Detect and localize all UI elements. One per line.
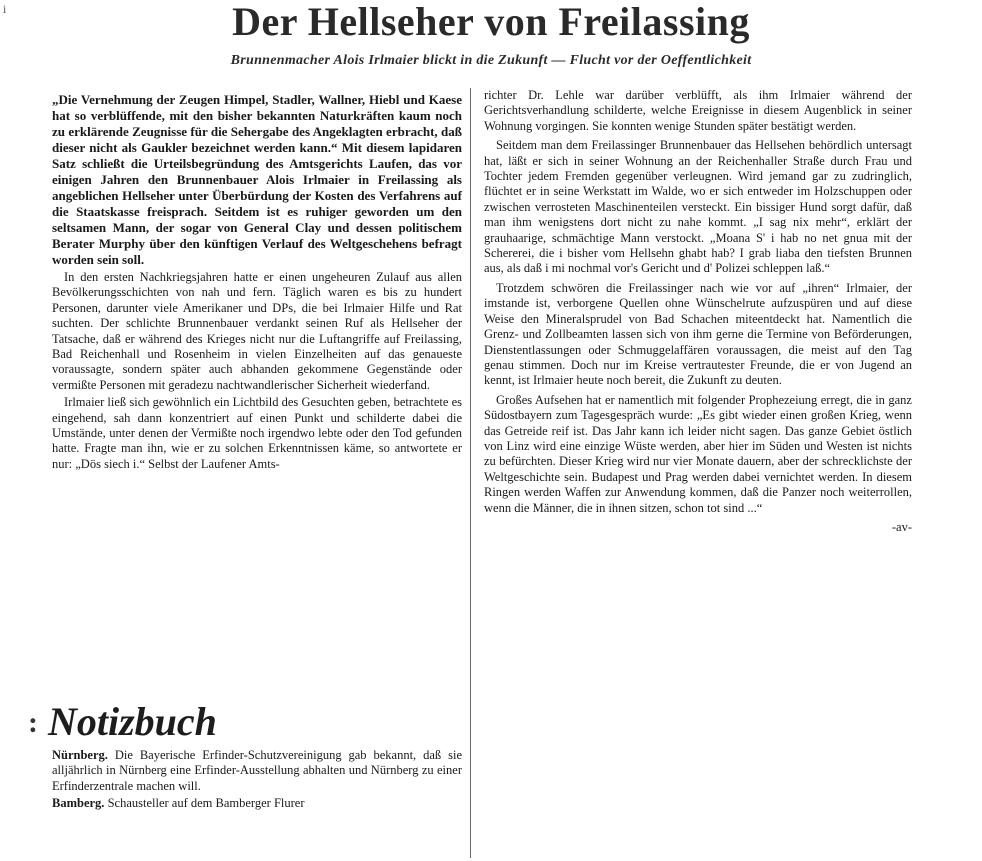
corner-mark: i [3, 2, 7, 16]
notizbuch-place: Nürnberg. [52, 748, 108, 762]
notizbuch-text: Die Bayerische Erfinder-Schutzvereinigung gab bekannt, daß sie alljährlich in Nürnberg eine Erfinder-Ausstellung abhalten und Nürnberg zu einer Erfinderzentrale machen will. [52, 748, 462, 793]
notizbuch-text: Schausteller auf dem Bamberger Flurer [104, 796, 305, 811]
article-left-column [52, 92, 462, 474]
notizbuch-place: Bamberg. [52, 796, 105, 811]
article-subline: Brunnenmacher Alois Irlmaier blickt in die Zukunft — Flucht vor der Oeffentlichkeit [230, 53, 752, 68]
article-lead: „Die Vernehmung der Zeugen Himpel, Stadler, Wallner, Hiebl und Kaese hat so verblüffende, mit den bisher bekannten Naturkräften kaum noch zu erklärende Zeugnisse für die Sehergabe des Angeklagten erbracht, daß dieser nicht als Gaukler bezeichnet werden kann.“ Mit diesem lapidaren Satz schließt die Urteilsbegründung des Amtsgerichts Laufen, das vor einigen Jahren den Brunnenbauer Alois Irlmaier in Freilassing als angeblichen Hellseher unter Überbürdung der Kosten des Verfahrens auf die Staatskasse freisprach. Seitdem ist es ruhiger geworden um den seltsamen Mann, der sogar von General Clay und dessen politischem Berater Murphy über den künftigen Verlauf des Weltgeschehens befragt worden sein soll. [52, 92, 462, 267]
notizbuch-item [52, 748, 462, 794]
notizbuch-heading: Notizbuch [48, 699, 217, 744]
article-paragraph: Großes Aufsehen hat er namentlich mit folgender Prophezeiung erregt, die in ganz Südostbayern zum Tagesgespräch wurde: „Es gibt wieder einen großen Krieg, wenn das Getreide reif ist. Das Jahr kann ich leider nicht sagen. Das ganze Gebiet östlich von Linz wird eine einzige Wüste werden, aber hier im Süden und Westen ist nichts zu befürchten. Dieser Krieg wird nur vier Monate dauern, aber der schrecklichste der Weltgeschichte sein. Budapest und Prag werden dabei vernichtet werden. In diesem Ringen werden Waffen zur Anwendung kommen, daß die Panzer noch weiterrollen, wenn die Männer, die in ihnen sitzen, schon tot sind ...“ [484, 392, 912, 515]
article-signoff: -av- [891, 519, 912, 534]
column-divider [470, 88, 471, 858]
article-paragraph: Seitdem man dem Freilassinger Brunnenbauer das Hellsehen behördlich untersagt hat, läßt er sich in seiner Wohnung an der Reichenhaller Straße durch Frau und Tochter jedem Fremden gegenüber verleugnen. Wird jemand gar zu zudringlich, flüchtet er in seine Werkstatt im Walde, wo er sich entweder im Holzschuppen oder zwischen verrosteten Maschinenteilen versteckt. Ein bissiger Hund sorgt dafür, daß man ihm wenigstens dort nicht zu nahe kommt. „I sag nix mehr“, erklärt der grauhaarige, schmächtige Mann verstockt. „Moana S' i hab no net gnua mit der Schererei, die i bisher vom Hellsehn ghabt hab? I grab liaba den tiefsten Brunnen aus, als daß i mi nochmal vor's Gericht und d' Polizei schleppen laß.“ [484, 138, 912, 276]
notizbuch-column [52, 748, 462, 814]
article-headline: Der Hellseher von Freilassing [232, 0, 750, 44]
article-paragraph: In den ersten Nachkriegsjahren hatte er einen ungeheuren Zulauf aus allen Bevölkerungsschichten von nah und fern. Täglich waren es bis zu hundert Personen, darunter viele Amerikaner und DPs, die bei Irlmaier Hilfe und Rat suchten. Der schlichte Brunnenbauer verdankt seinen Ruf als Hellseher der Tatsache, daß er während des Krieges nicht nur die Luftangriffe auf Freilassing, Bad Reichenhall und Rosenheim in vielen Einzelheiten auf das genaueste voraussagte, sondern später auch abhanden gekommene Gegenstände oder vermißte Personen mit geradezu nachtwandlerischer Sicherheit wiederfand. [52, 270, 462, 392]
article-right-column [484, 88, 912, 535]
article-paragraph: richter Dr. Lehle war darüber verblüfft, als ihm Irlmaier während der Gerichtsverhandlung schilderte, welche Ereignisse in diesem Augenblick in seiner Wohnung vorgingen. Sie konnten wenige Stunden später bestätigt werden. [484, 88, 912, 133]
notizbuch-marker: : [28, 706, 38, 739]
article-paragraph: Irlmaier ließ sich gewöhnlich ein Lichtbild des Gesuchten geben, betrachtete es eingehend, sah dann konzentriert auf einen Punkt und schilderte dabei die Umstände, unter denen der Vermißte noch irgendwo lebte oder den Tod gefunden hatte. Fragte man ihn, wie er zu solchen Erkenntnissen käme, so antwortete er nur: „Dös siech i.“ Selbst der Laufener Amts- [52, 395, 462, 471]
notizbuch-item [52, 796, 462, 811]
article-paragraph: Trotzdem schwören die Freilassinger nach wie vor auf „ihren“ Irlmaier, der imstande ist, verborgene Quellen ohne Wünschelrute aufzuspüren und auf diese Weise den Mineralsprudel von Bad Schachen miteentdeckt hat. Namentlich die Grenz- und Zollbeamten lassen sich von ihm gerne die Termine von Beförderungen, Dienstentlassungen oder Schmuggelaffären voraussagen, die meist auf den Tag genau stimmen. Doch nur im Kreise vertrautester Freunde, die er von Jugend an kennt, ist Irlmaier heute noch bereit, die Zukunft zu deuten. [484, 280, 912, 388]
